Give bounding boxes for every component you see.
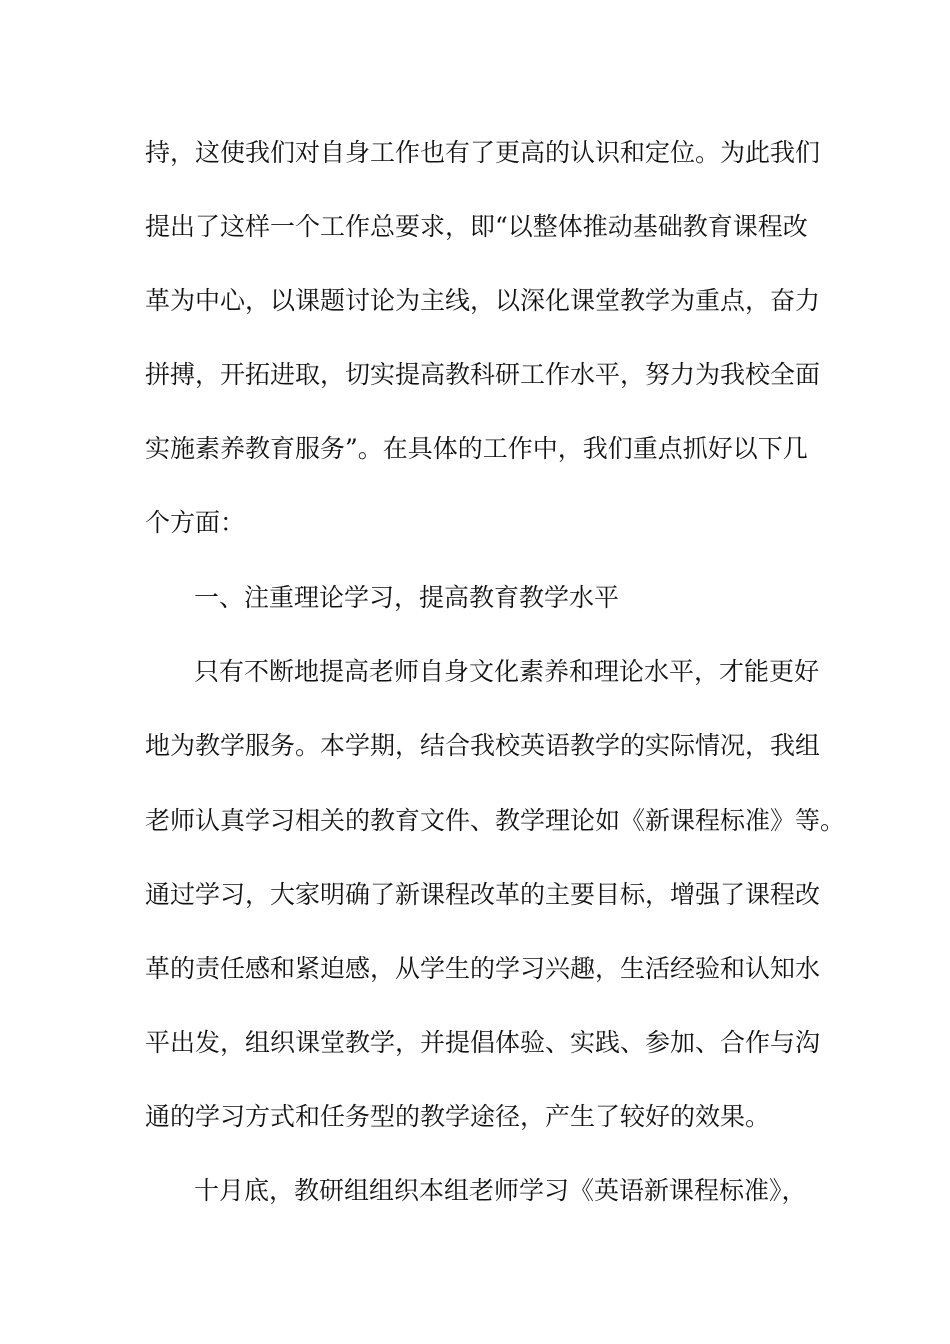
text-line: 地为教学服务。本学期，结合我校英语教学的实际情况，我组: [145, 731, 821, 760]
text-line: 十月底，教研组组织本组老师学习《英语新课程标准》，: [194, 1176, 807, 1205]
text-line: 通过学习，大家明确了新课程改革的主要目标，增强了课程改: [145, 880, 821, 909]
text-line: 革的责任感和紧迫感，从学生的学习兴趣，生活经验和认知水: [145, 954, 821, 983]
text-line: 实施素养教育服务”。在具体的工作中，我们重点抓好以下几: [145, 434, 808, 463]
text-line: 持，这使我们对自身工作也有了更高的认识和定位。为此我们: [145, 138, 821, 167]
section-heading: 一、注重理论学习，提高教育教学水平: [194, 583, 620, 612]
text-line: 拼搏，开拓进取，切实提高教科研工作水平，努力为我校全面: [145, 360, 821, 389]
text-line: 革为中心，以课题讨论为主线，以深化课堂教学为重点，奋力: [145, 286, 821, 315]
text-line: 老师认真学习相关的教育文件、教学理论如《新课程标准》等。: [145, 806, 846, 835]
text-line: 平出发，组织课堂教学，并提倡体验、实践、参加、合作与沟: [145, 1028, 821, 1057]
text-line: 只有不断地提高老师自身文化素养和理论水平，才能更好: [194, 657, 820, 686]
text-line: 提出了这样一个工作总要求，即“以整体推动基础教育课程改: [145, 212, 808, 241]
text-line: 通的学习方式和任务型的教学途径，产生了较好的效果。: [145, 1102, 771, 1131]
text-line: 个方面：: [145, 508, 246, 537]
